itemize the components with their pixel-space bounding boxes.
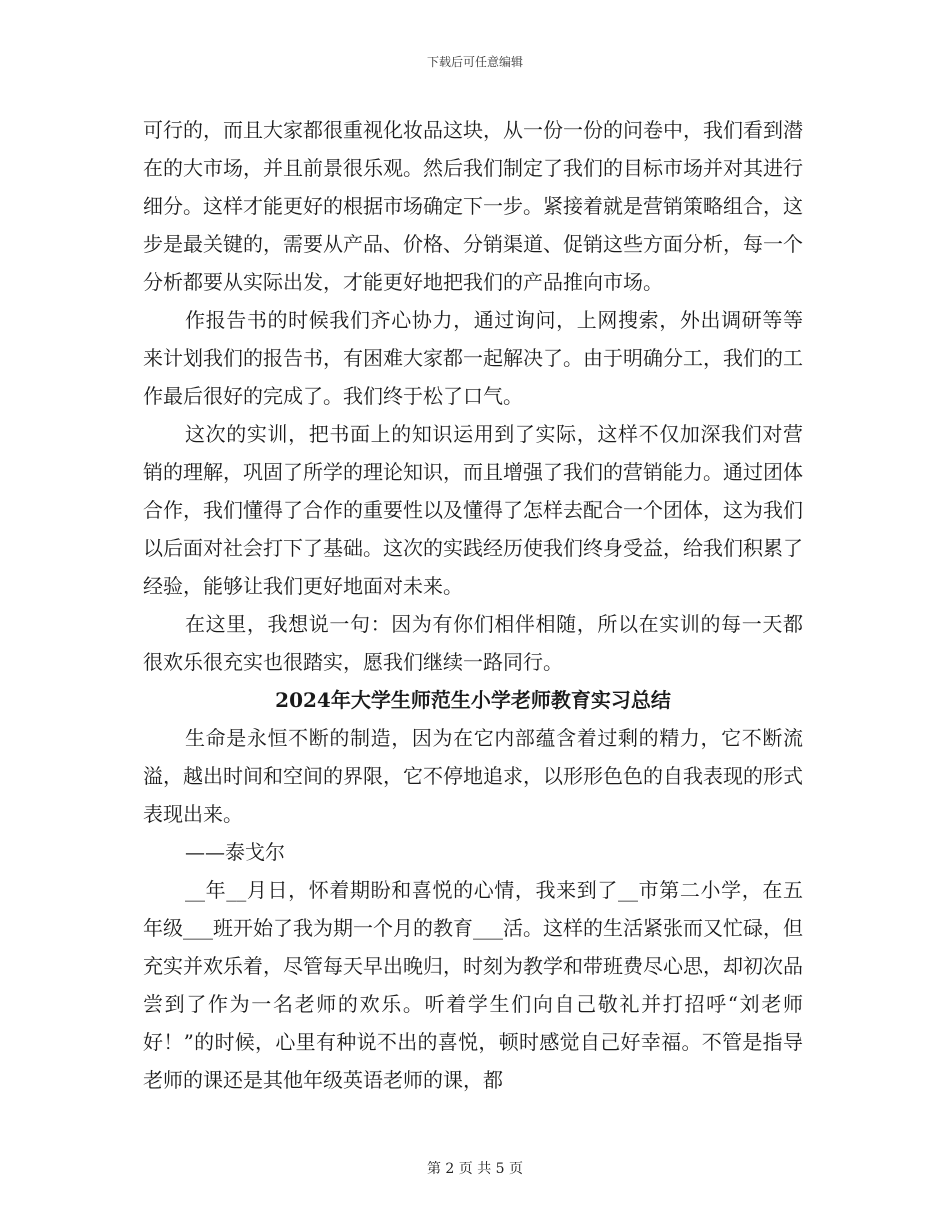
page-number: 第 2 页 共 5 页 xyxy=(426,1161,524,1177)
section-title: 2024年大学生师范生小学老师教育实习总结 xyxy=(275,688,671,712)
paragraph-internship: __年__月日，怀着期盼和喜悦的心情，我来到了__市第二小学，在五年级___班开始了我为期一个月的教育___活。这样的生活紧张而又忙碌，但充实并欢乐着，尽管每天早出晚归，时刻为教学和带班费尽心思，却初次品尝到了作为一名老师的欢乐。听着学生们向自己敬礼并打招呼“刘老师好！”的时候，心里有种说不出的喜悦，顿时感觉自己好幸福。不管是指导老师的课还是其他年级英语老师的课，都 xyxy=(143,878,803,1092)
paragraph-3: 这次的实训，把书面上的知识运用到了实际，这样不仅加深我们对营销的理解，巩固了所学的理论知识，而且增强了我们的营销能力。通过团体合作，我们懂得了合作的重要性以及懂得了怎样去配合一个团体，这为我们以后面对社会打下了基础。这次的实践经历使我们终身受益，给我们积累了经验，能够让我们更好地面对未来。 xyxy=(143,422,803,598)
paragraph-quote: 生命是永恒不断的制造，因为在它内部蕴含着过剩的精力，它不断流溢，越出时间和空间的界限，它不停地追求，以形形色色的自我表现的形式表现出来。 xyxy=(143,726,803,826)
quote-attribution: ——泰戈尔 xyxy=(185,840,285,864)
header-note: 下载后可任意编辑 xyxy=(426,55,523,69)
document-body xyxy=(143,111,803,1099)
paragraph-4: 在这里，我想说一句：因为有你们相伴相随，所以在实训的每一天都很欢乐很充实也很踏实，愿我们继续一路同行。 xyxy=(143,612,803,674)
paragraph-2: 作报告书的时候我们齐心协力，通过询问，上网搜索，外出调研等等来计划我们的报告书，有困难大家都一起解决了。由于明确分工，我们的工作最后很好的完成了。我们终于松了口气。 xyxy=(143,308,803,408)
paragraph-1: 可行的，而且大家都很重视化妆品这块，从一份一份的问卷中，我们看到潜在的大市场，并且前景很乐观。然后我们制定了我们的目标市场并对其进行细分。这样才能更好的根据市场确定下一步。紧接着就是营销策略组合，这步是最关键的，需要从产品、价格、分销渠道、促销这些方面分析，每一个分析都要从实际出发，才能更好地把我们的产品推向市场。 xyxy=(143,118,803,294)
